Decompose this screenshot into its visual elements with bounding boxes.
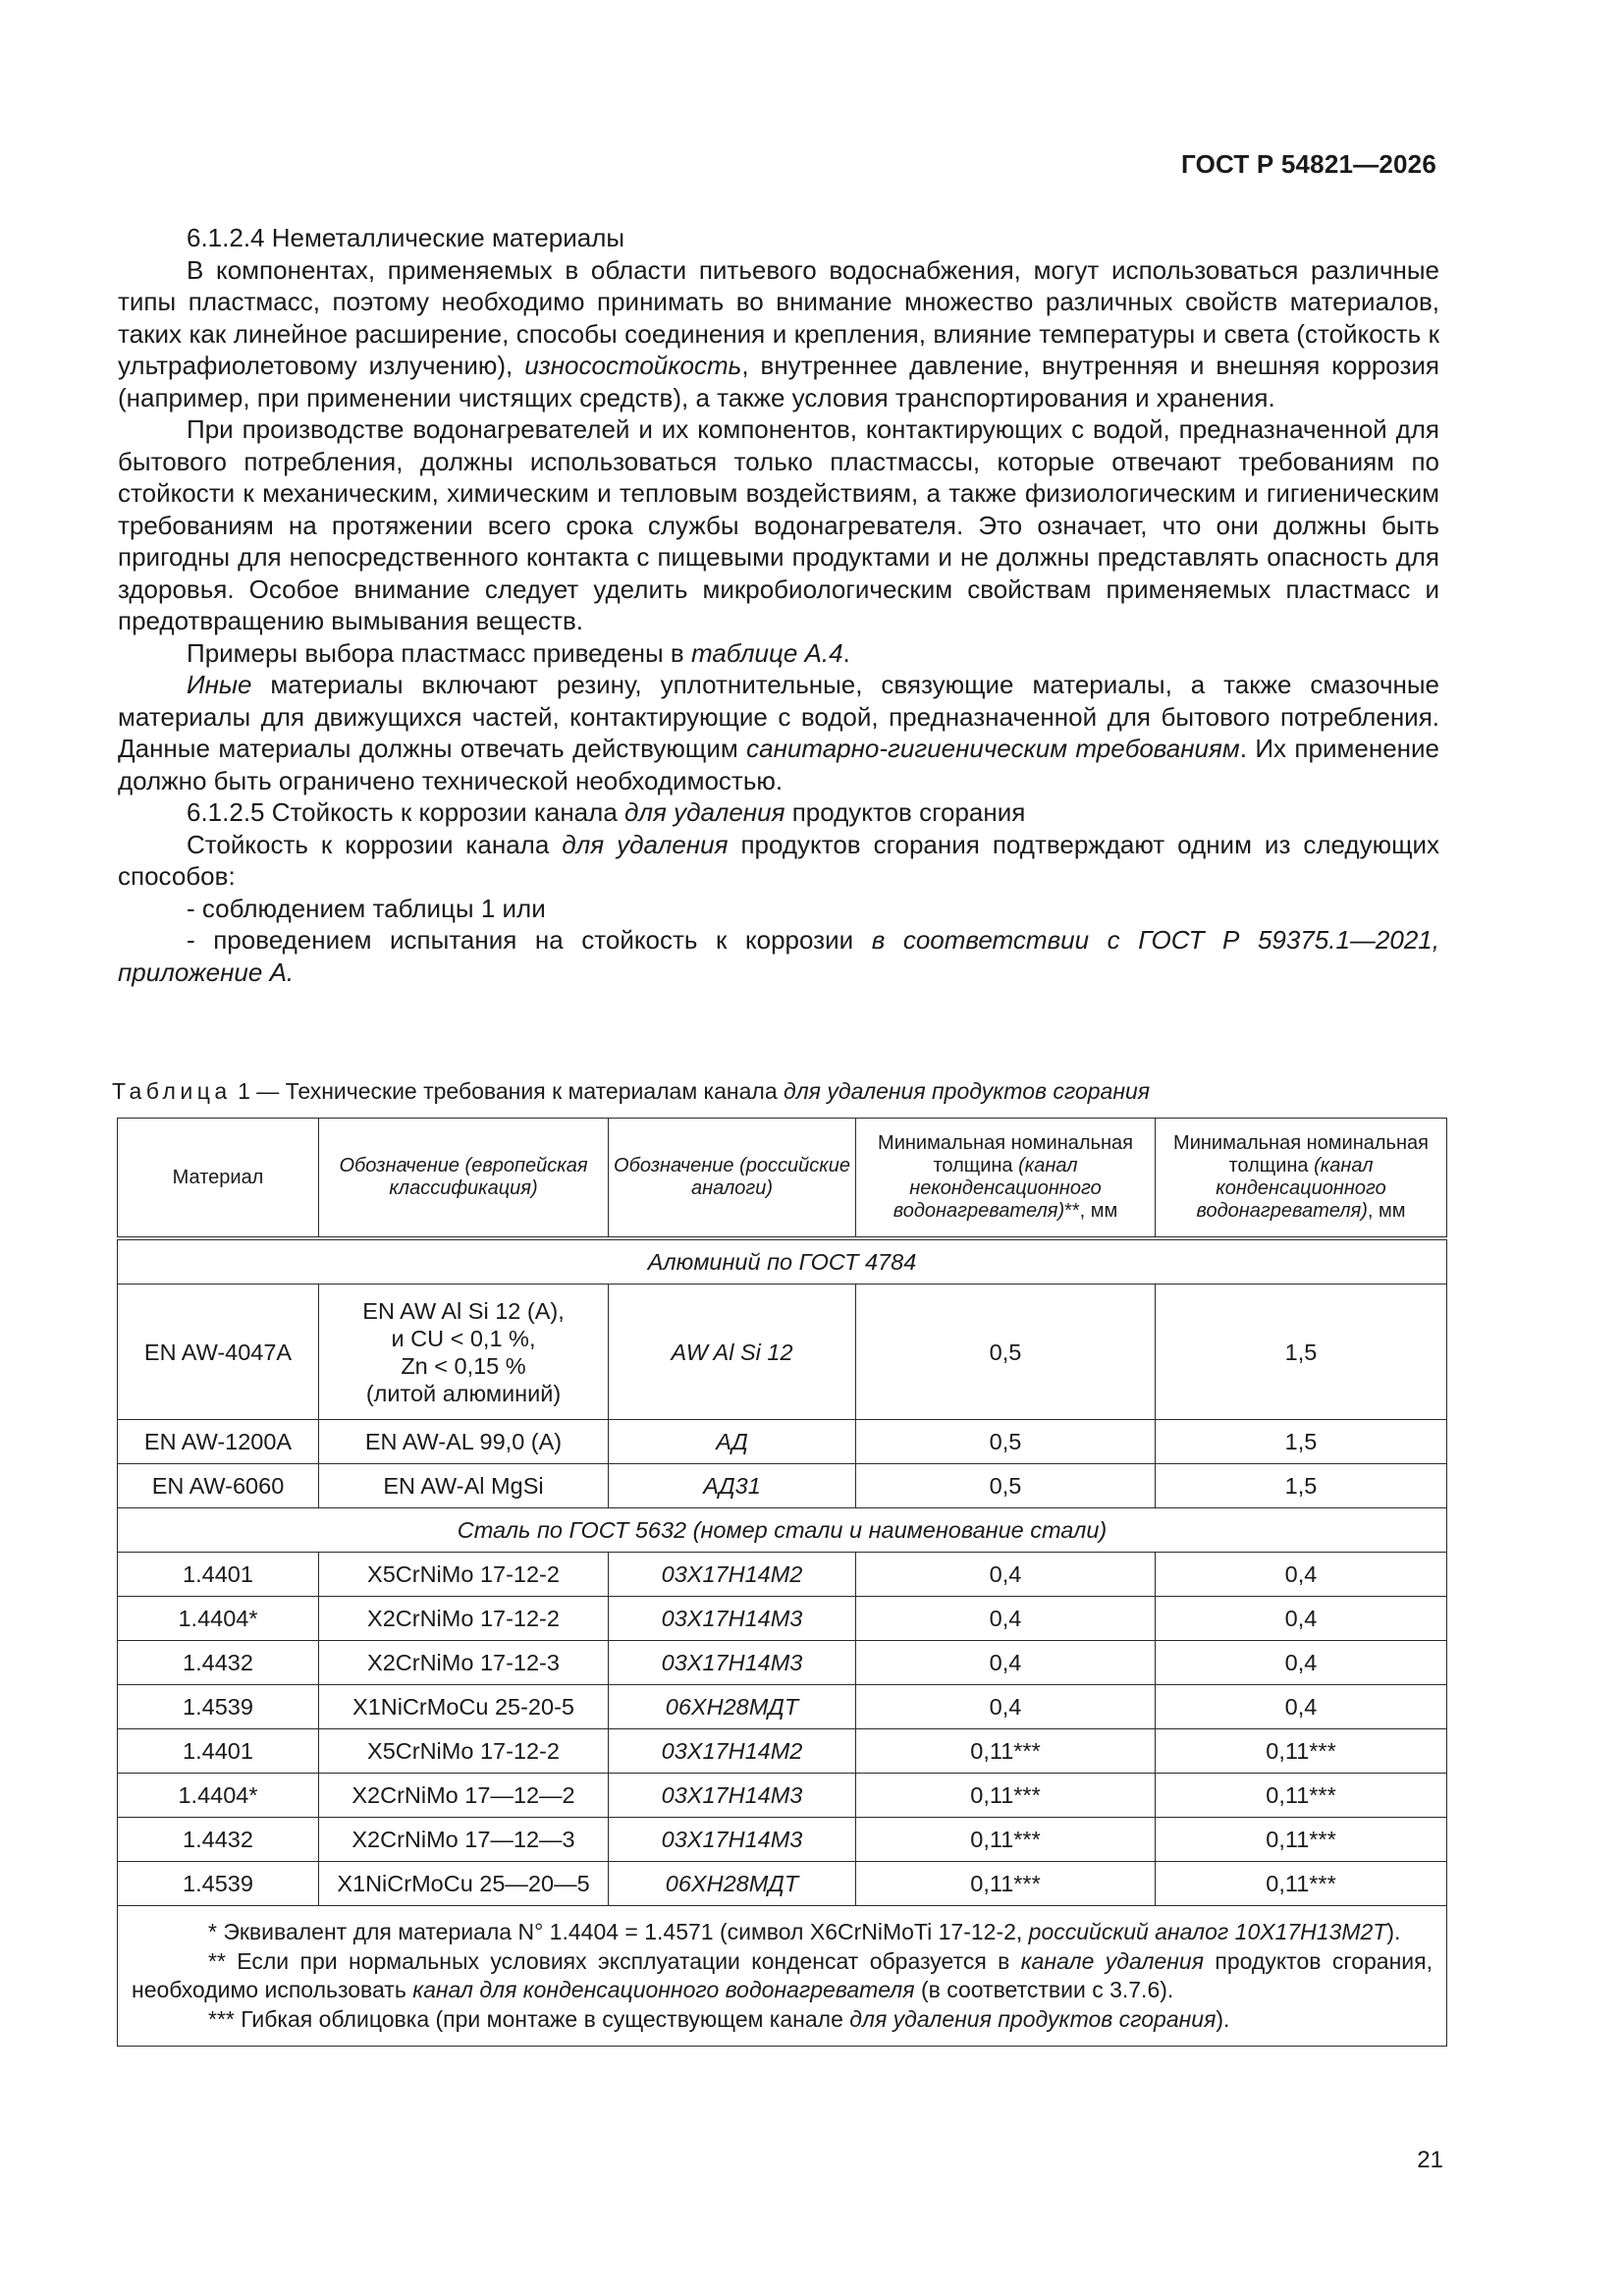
page-number: 21 [1417,2147,1443,2173]
table-caption [112,1078,1150,1105]
cell-material: 1.4404* [118,1597,319,1641]
cell-ru-designation: 03Х17Н14М3 [609,1597,856,1641]
cell-material: 1.4539 [118,1685,319,1729]
header-min-thickness-cond: Минимальная номинальная толщина (канал конденсационного водонагревателя), мм [1156,1119,1447,1239]
table-row [118,1420,1447,1464]
cell-eu-designation: EN AW-Al MgSi [319,1464,609,1508]
table-reference: таблице А.4 [690,637,843,668]
document-code: ГОСТ Р 54821—2026 [1181,149,1436,179]
paragraph-water-heaters: При производстве водонагревателей и их компонентов, контактирующих с водой, предназначенной для бытового потребления, должны использоваться только пластмассы, которые отвечают требованиям по стойкости к механическим, химическим и тепловым воздействиям, а также физиологическим и гигиеническим требованиям на протяжении всего срока службы водонагревателя. Это означает, что они должны быть пригодны для непосредственного контакта с пищевыми продуктами и не должны представлять опасность для здоровья. Особое внимание следует уделить микробиологическим свойствам применяемых пластмасс и предотвращению вымывания веществ. [118,414,1439,635]
table-row [118,1862,1447,1906]
cell-material: EN AW-4047A [118,1285,319,1420]
notes-row [118,1906,1447,2047]
cell-eu-designation: X5CrNiMo 17-12-2 [319,1553,609,1597]
italic-run: канал для конденсационного водонагревателя [412,1977,915,2002]
cell-ru-designation: 03Х17Н14М2 [609,1729,856,1774]
group-label: Алюминий по ГОСТ 4784 [118,1238,1447,1285]
group-row-aluminium [118,1238,1447,1285]
cell-noncond: 0,11*** [856,1729,1156,1774]
text-run: Примеры выбора пластмасс приведены в [187,637,691,668]
cell-cond: 1,5 [1156,1464,1447,1508]
heading-6-1-2-5 [118,796,1439,829]
cell-noncond: 0,4 [856,1685,1156,1729]
text-run: - проведением испытания на стойкость к коррозии [187,925,872,955]
group-row-steel [118,1508,1447,1553]
cell-eu-designation: X2CrNiMo 17-12-2 [319,1597,609,1641]
text-run: Стойкость к коррозии канала [187,829,563,859]
cell-material: 1.4404* [118,1774,319,1818]
paragraph-plastics-properties [118,254,1439,414]
table-row [118,1553,1447,1597]
cell-ru-designation: 03Х17Н14М3 [609,1818,856,1862]
text-run: * Эквивалент для материала N° 1.4404 = 1.4571 (символ X6CrNiMoTi 17-12-2, [208,1919,1029,1944]
text-run: ). [1386,1919,1401,1944]
table-row [118,1597,1447,1641]
cell-ru-designation: AW Al Si 12 [609,1285,856,1420]
list-item [118,893,1439,925]
paragraph-other-materials [118,669,1439,796]
note-2 [132,1947,1433,2005]
cell-cond: 0,4 [1156,1553,1447,1597]
cell-cond: 0,4 [1156,1641,1447,1685]
cell-noncond: 0,5 [856,1285,1156,1420]
text-run: материалы включают резину, уплотнительные, связующие материалы, а также смазочные материалы для движущихся частей, контактирующие с водой, предназначенной для бытового потребления. Данные материалы должны отвечать действующим [118,670,1439,763]
cell-cond: 0,11*** [1156,1729,1447,1774]
cell-eu-designation: X2CrNiMo 17—12—2 [319,1774,609,1818]
cell-noncond: 0,11*** [856,1818,1156,1862]
heading-6-1-2-4: 6.1.2.4 Неметаллические материалы [187,223,625,252]
cell-noncond: 0,11*** [856,1774,1156,1818]
cell-ru-designation: 03Х17Н14М2 [609,1553,856,1597]
table-row [118,1285,1447,1420]
cell-material: EN AW-1200A [118,1420,319,1464]
cell-material: 1.4432 [118,1641,319,1685]
cell-material: EN AW-6060 [118,1464,319,1508]
cell-eu-designation: X1NiCrMoCu 25—20—5 [319,1862,609,1906]
cell-line: (литой алюминий) [365,1380,562,1406]
cell-material: 1.4432 [118,1818,319,1862]
cell-ru-designation: АД31 [609,1464,856,1508]
header-material: Материал [118,1119,319,1239]
table-row [118,1818,1447,1862]
cell-noncond: 0,4 [856,1641,1156,1685]
cell-eu-designation: X2CrNiMo 17-12-3 [319,1641,609,1685]
text-run: - соблюдением таблицы 1 или [187,893,546,923]
cell-ru-designation: 03Х17Н14М3 [609,1774,856,1818]
cell-material: 1.4539 [118,1862,319,1906]
header-eu-designation: Обозначение (европейская классификация) [319,1119,609,1239]
italic-run: для удаления [624,797,785,827]
text-run: . Их применение должно быть ограничено технической необходимостью. [118,734,1439,795]
italic-run: для удаления [562,829,729,859]
cell-ru-designation: 06ХН28МДТ [609,1862,856,1906]
header-min-thickness-noncond: Минимальная номинальная толщина (канал неконденсационного водонагревателя)**, мм [856,1119,1156,1239]
note-3 [132,2005,1433,2035]
cell-material: 1.4401 [118,1729,319,1774]
cell-eu-designation: EN AW-AL 99,0 (A) [319,1420,609,1464]
table-row [118,1641,1447,1685]
caption-text: 1 — Технические требования к материалам канала [231,1078,784,1104]
note-1 [132,1918,1433,1947]
table-notes [118,1906,1447,2047]
text-run: ). [1216,2005,1230,2032]
paragraph-corrosion-methods [118,829,1439,893]
italic-run: канале удаления [1020,1947,1205,1974]
header-ru-designation: Обозначение (российские аналоги) [609,1119,856,1239]
text-run: продуктов сгорания, необходимо использовать [132,1947,1433,2002]
cell-noncond: 0,4 [856,1553,1156,1597]
table-row [118,1774,1447,1818]
cell-noncond: 0,11*** [856,1862,1156,1906]
cell-line: EN AW Al Si 12 (A), [362,1297,565,1324]
table-row [118,1729,1447,1774]
italic-run: износостойкость [524,351,742,380]
group-label: Сталь по ГОСТ 5632 (номер стали и наименование стали) [118,1508,1447,1553]
cell-eu-designation: X2CrNiMo 17—12—3 [319,1818,609,1862]
cell-cond: 0,4 [1156,1685,1447,1729]
cell-noncond: 0,5 [856,1420,1156,1464]
cell-eu-designation [319,1285,609,1420]
cell-cond: 1,5 [1156,1420,1447,1464]
text-run: , внутреннее давление, внутренняя и внешняя коррозия (например, при применении чистящих средств), а также условия транспортирования и хранения. [118,351,1439,412]
text-run: продуктов сгорания [784,797,1026,827]
caption-label: Таблица [112,1078,232,1104]
cell-line: Zn < 0,15 % [401,1352,526,1379]
cell-ru-designation: 03Х17Н14М3 [609,1641,856,1685]
text-run: . [842,637,850,668]
list-item [118,924,1439,988]
cell-cond: 1,5 [1156,1285,1447,1420]
text-run: В компонентах, применяемых в области питьевого водоснабжения, могут использоваться различные типы пластмасс, поэтому необходимо принимать во внимание множество различных свойств материалов, таких как линейное расширение, способы соединения и крепления, влияние температуры и света (стойкость к ультрафиолетовому излучению), [118,254,1439,380]
cell-cond: 0,11*** [1156,1862,1447,1906]
cell-noncond: 0,5 [856,1464,1156,1508]
text-run: *** Гибкая облицовка (при монтаже в существующем канале [208,2005,850,2032]
italic-run: Иные [187,670,252,699]
header-row [118,1119,1447,1239]
text-run: продуктов сгорания подтверждают одним из следующих способов: [118,829,1439,891]
cell-cond: 0,4 [1156,1597,1447,1641]
cell-eu-designation: X5CrNiMo 17-12-2 [319,1729,609,1774]
italic-run: российский аналог 10Х17Н13М2Т [1028,1919,1387,1944]
italic-run: в соответствии с ГОСТ Р 59375.1—2021, приложение А. [118,925,1439,987]
text-run: (в соответствии с 3.7.6). [914,1977,1174,2002]
section-text [118,222,1439,988]
cell-ru-designation: 06ХН28МДТ [609,1685,856,1729]
table-row [118,1464,1447,1508]
cell-ru-designation: АД [609,1420,856,1464]
italic-run: для удаления продуктов сгорания [849,2005,1217,2032]
caption-italic: для удаления продуктов сгорания [784,1078,1151,1104]
cell-line: и CU < 0,1 %, [391,1325,536,1351]
text-run: ** Если при нормальных условиях эксплуатации конденсат образуется в [208,1947,1021,1974]
cell-cond: 0,11*** [1156,1774,1447,1818]
cell-cond: 0,11*** [1156,1818,1447,1862]
cell-eu-designation: X1NiCrMoCu 25-20-5 [319,1685,609,1729]
cell-noncond: 0,4 [856,1597,1156,1641]
italic-run: санитарно-гигиеническим требованиям [746,734,1240,763]
table-row [118,1685,1447,1729]
materials-table [117,1118,1447,2047]
paragraph-examples [118,637,1439,670]
cell-material: 1.4401 [118,1553,319,1597]
text-run: 6.1.2.5 Стойкость к коррозии канала [187,797,624,827]
